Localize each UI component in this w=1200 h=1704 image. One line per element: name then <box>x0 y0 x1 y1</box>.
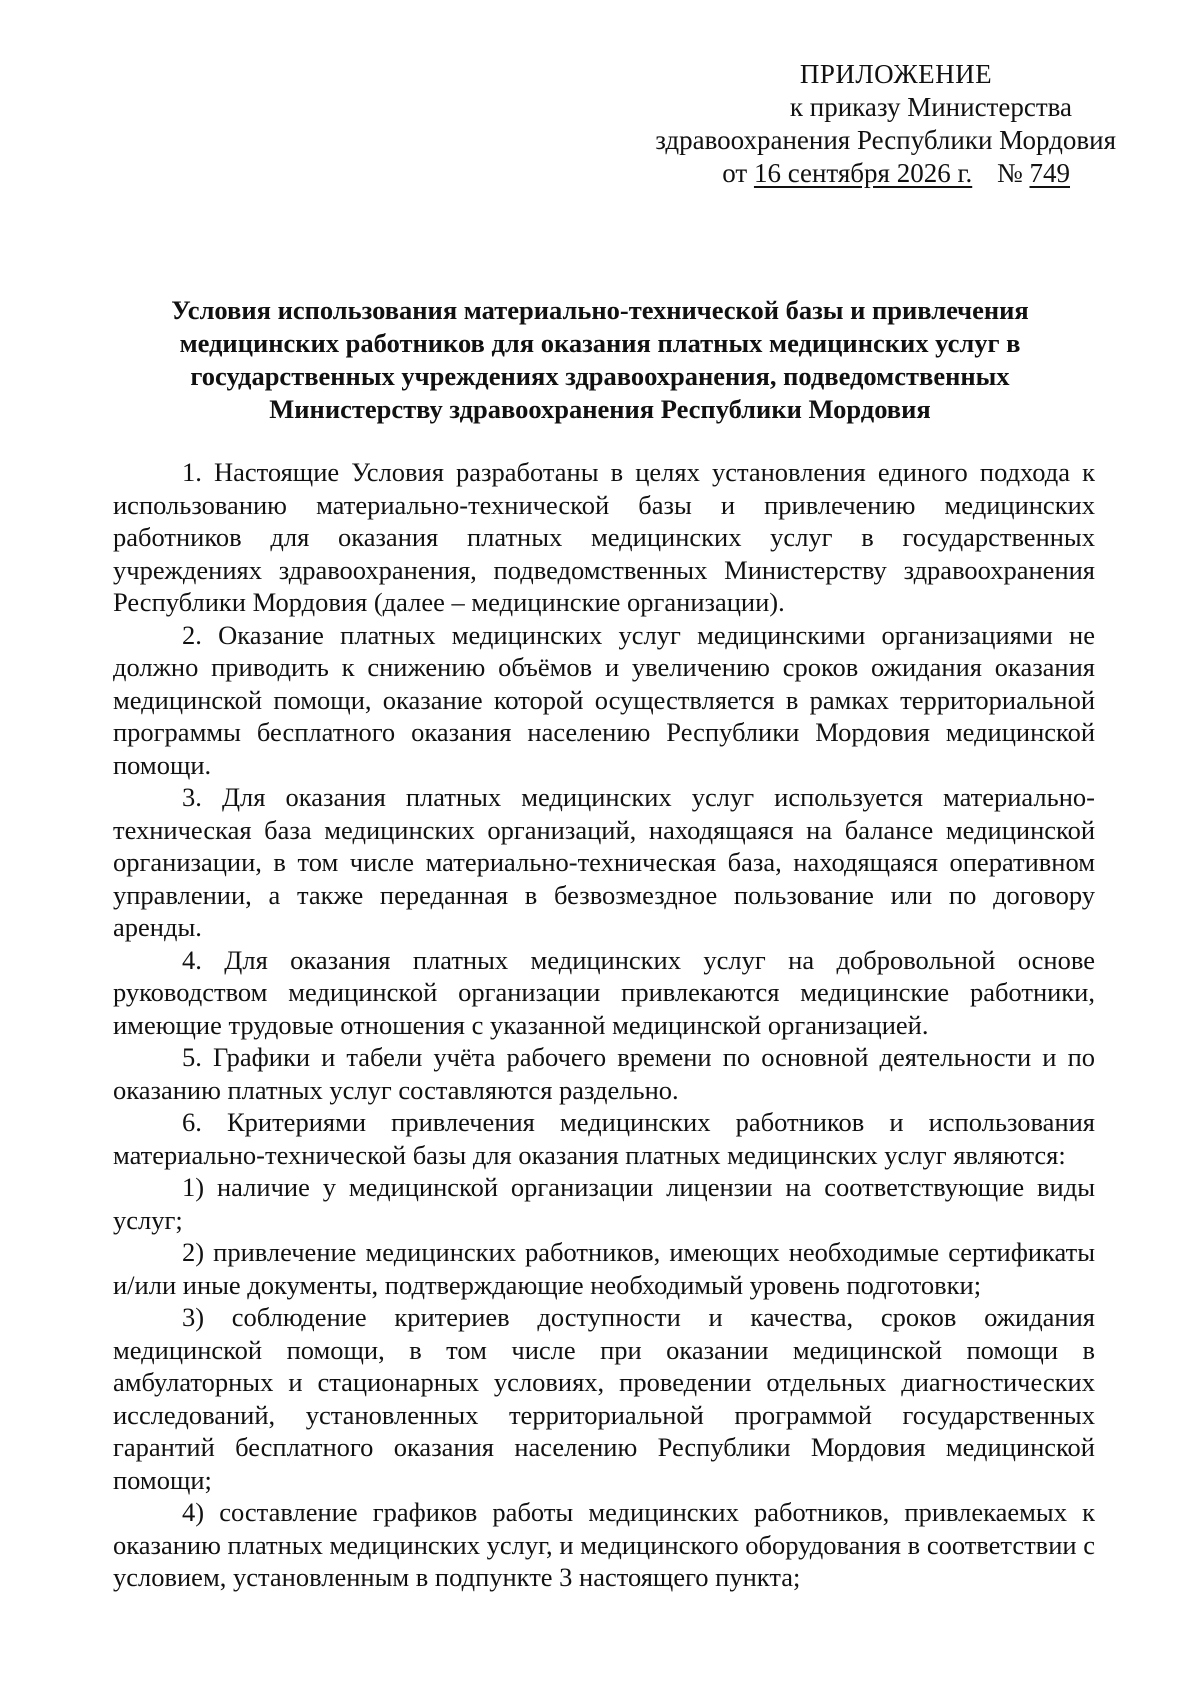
document-body <box>113 456 1095 1594</box>
appendix-label: ПРИЛОЖЕНИЕ <box>799 59 993 89</box>
paragraph-6: 6. Критериями привлечения медицинских работников и использования материально-технической базы для оказания платных медицинских услуг являются: <box>113 1107 1095 1170</box>
subitem-1: 1) наличие у медицинской организации лицензии на соответствующие виды услуг; <box>113 1172 1095 1235</box>
number-prefix: № <box>996 158 1023 188</box>
paragraph-1: 1. Настоящие Условия разработаны в целях установления единого подхода к использованию материально-технической базы и привлечению медицинских работников для оказания платных медицинских услуг в государственных учреждениях здравоохранения, подведомственных Министерству здравоохранения Республики Мордовия (далее – медицинские организации). <box>113 457 1095 617</box>
date-prefix: от <box>722 158 748 188</box>
appendix-order-line <box>556 91 1116 124</box>
paragraph-3: 3. Для оказания платных медицинских услуг используется материально-техническая база медицинских организаций, находящаяся на балансе медицинской организации, в том числе материально-техническая база, находящаяся оперативном управлении, а также переданная в безвозмездное пользование или по договору аренды. <box>113 782 1095 942</box>
paragraph-5: 5. Графики и табели учёта рабочего времени по основной деятельности и по оказанию платных услуг составляются раздельно. <box>113 1042 1095 1105</box>
subitem-3: 3) соблюдение критериев доступности и качества, сроков ожидания медицинской помощи, в том числе при оказании медицинской помощи в амбулаторных и стационарных условиях, проведении отдельных диагностических исследований, установленных территориальной программой государственных гарантий бесплатного оказания населению Республики Мордовия медицинской помощи; <box>113 1302 1095 1495</box>
appendix-ministry-line: здравоохранения Республики Мордовия <box>655 125 1116 155</box>
subitem-4: 4) составление графиков работы медицинских работников, привлекаемых к оказанию платных медицинских услуг, и медицинского оборудования в соответствии с условием, установленным в подпункте 3 настоящего пункта; <box>113 1497 1095 1592</box>
appendix-order-text: к приказу Министерства <box>789 92 1072 122</box>
document-title <box>130 294 1070 426</box>
title-line-3: государственных учреждениях здравоохранения, подведомственных <box>190 361 1010 391</box>
title-line-4: Министерству здравоохранения Республики Мордовия <box>269 394 931 424</box>
order-number: 749 <box>1029 158 1070 188</box>
appendix-header <box>556 58 1116 190</box>
order-date: 16 сентября 2026 г. <box>753 158 973 188</box>
title-line-1: Условия использования материально-технической базы и привлечения <box>171 295 1029 325</box>
subitem-2: 2) привлечение медицинских работников, имеющих необходимые сертификаты и/или иные документы, подтверждающие необходимый уровень подготовки; <box>113 1237 1095 1300</box>
appendix-date-line <box>556 157 1116 190</box>
title-line-2: медицинских работников для оказания платных медицинских услуг в <box>179 328 1021 358</box>
paragraph-4: 4. Для оказания платных медицинских услуг на добровольной основе руководством медицинской организации привлекаются медицинские работники, имеющие трудовые отношения с указанной медицинской организацией. <box>113 944 1095 1040</box>
paragraph-2: 2. Оказание платных медицинских услуг медицинскими организациями не должно приводить к снижению объёмов и увеличению сроков ожидания оказания медицинской помощи, оказание которой осуществляется в рамках территориальной программы бесплатного оказания населению Республики Мордовия медицинской помощи. <box>113 619 1095 780</box>
